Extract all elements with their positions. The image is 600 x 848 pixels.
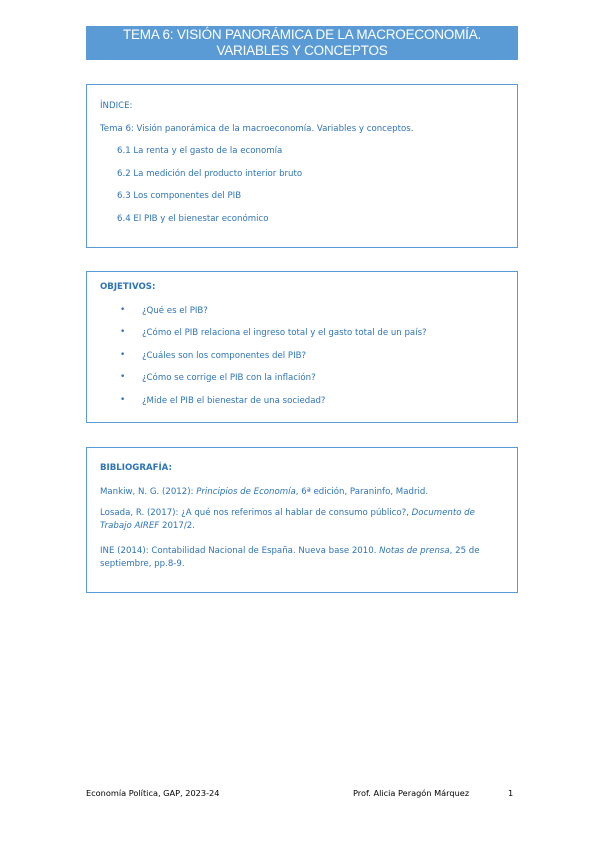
indice-main-item: Tema 6: Visión panorámica de la macroeconomía. Variables y conceptos. [100, 124, 414, 134]
bib-title: Notas de prensa [379, 546, 450, 556]
objetivo-item: ¿Cuáles son los componentes del PIB? [142, 351, 307, 361]
bibliography-entry [100, 486, 504, 499]
bullet-icon: • [120, 305, 126, 315]
bib-text: , 25 de septiembre, pp.8-9. [100, 546, 480, 569]
footer-author: Prof. Alicia Peragón Márquez [353, 788, 470, 798]
objetivo-item: ¿Cómo el PIB relaciona el ingreso total y el gasto total de un país? [142, 328, 427, 338]
bullet-icon: • [120, 327, 126, 337]
title-line-2: VARIABLES Y CONCEPTOS [216, 43, 388, 58]
bib-title: Principios de Economía [196, 487, 296, 497]
indice-item: 6.4 El PIB y el bienestar económico [117, 214, 269, 224]
indice-box [86, 84, 518, 248]
bibliografia-box [86, 447, 518, 593]
bibliography-entry [100, 507, 504, 533]
bib-text: INE (2014): Contabilidad Nacional de España. Nueva base 2010. [100, 546, 380, 556]
title-line-1: TEMA 6: VISIÓN PANORÁMICA DE LA MACROECONOMÍA. [122, 27, 482, 42]
indice-item: 6.1 La renta y el gasto de la economía [117, 146, 283, 156]
page-title [86, 26, 518, 60]
bullet-icon: • [120, 350, 126, 360]
bib-text: Mankiw, N. G. (2012): [100, 487, 197, 497]
objetivos-heading: OBJETIVOS: [100, 282, 156, 292]
bibliography-entry [100, 545, 504, 571]
objetivo-item: ¿Qué es el PIB? [142, 306, 208, 316]
indice-item: 6.3 Los componentes del PIB [117, 191, 242, 201]
bullet-icon: • [120, 395, 126, 405]
page-number: 1 [508, 788, 514, 798]
objetivos-box [86, 271, 518, 423]
bib-title: Documento de Trabajo AIREF [100, 508, 475, 531]
bib-text: Losada, R. (2017): ¿A qué nos referimos al hablar de consumo público?, [100, 508, 412, 518]
bibliografia-heading: BIBLIOGRAFÍA: [100, 463, 172, 473]
footer-course: Economía Política, GAP, 2023-24 [86, 788, 220, 798]
indice-heading: ÍNDICE: [100, 101, 133, 111]
objetivo-item: ¿Cómo se corrige el PIB con la inflación? [142, 373, 316, 383]
bib-text: , 6ª edición, Paraninfo, Madrid. [295, 487, 429, 497]
indice-item: 6.2 La medición del producto interior bruto [117, 169, 303, 179]
bullet-icon: • [120, 372, 126, 382]
bib-text: 2017/2. [159, 521, 195, 531]
objetivo-item: ¿Mide el PIB el bienestar de una sociedad? [142, 396, 326, 406]
